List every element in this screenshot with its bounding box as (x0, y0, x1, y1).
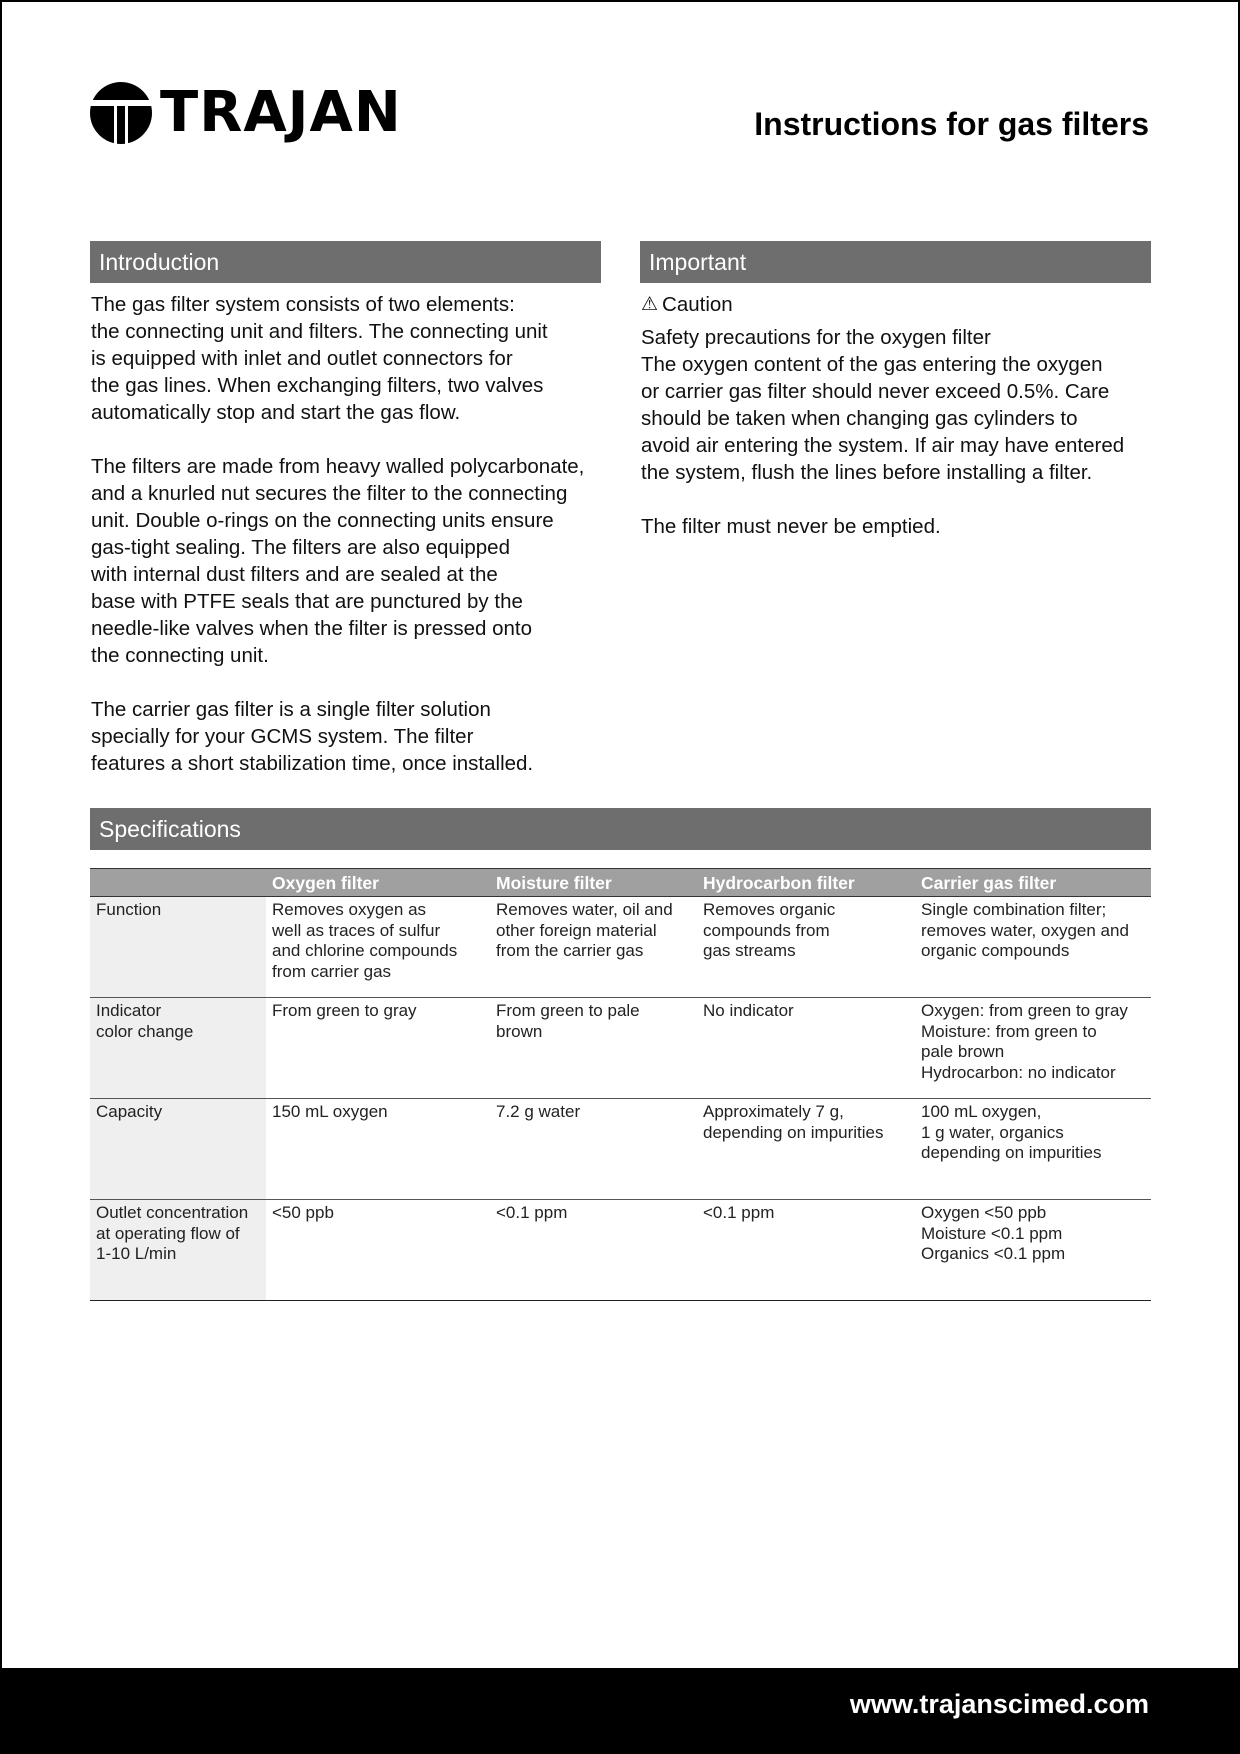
column-header: Carrier gas filter (915, 869, 1151, 897)
table-cell: Approximately 7 g, depending on impurities (697, 1099, 915, 1200)
important-paragraph: The oxygen content of the gas entering the oxygen or carrier gas filter should never exceed 0.5%. Care should be taken when changing gas cylinders to avoid air entering the system. If air may have entered the system, flush the lines before installing a filter. (641, 353, 1125, 484)
page (2, 2, 1238, 1752)
safety-subheading: Safety precautions for the oxygen filter (641, 326, 991, 349)
specifications-table (90, 868, 1151, 1301)
intro-paragraph: The gas filter system consists of two elements: the connecting unit and filters. The connecting unit is equipped with inlet and outlet connectors for the gas lines. When exchanging filters, two valves automatically stop and start the gas flow. (91, 293, 548, 424)
important-paragraph: The filter must never be emptied. (641, 515, 941, 538)
row-label: Capacity (90, 1099, 266, 1200)
table-header-row (90, 869, 1151, 897)
trajan-logo (90, 82, 402, 144)
table-cell: 150 mL oxygen (266, 1099, 490, 1200)
column-header: Hydrocarbon filter (697, 869, 915, 897)
table-cell: Removes water, oil and other foreign material from the carrier gas (490, 897, 697, 998)
table-cell: From green to pale brown (490, 998, 697, 1099)
table-row (90, 1099, 1151, 1200)
table-cell: 100 mL oxygen, 1 g water, organics depending on impurities (915, 1099, 1151, 1200)
logo-wordmark: TRAJAN (160, 80, 402, 145)
row-label: Outlet concentration at operating flow of 1-10 L/min (90, 1200, 266, 1301)
website-link[interactable]: www.trajanscimed.com (849, 1689, 1149, 1719)
row-label: Indicator color change (90, 998, 266, 1099)
table-cell: Oxygen: from green to gray Moisture: from green to pale brown Hydrocarbon: no indicator (915, 998, 1151, 1099)
table-cell: <0.1 ppm (697, 1200, 915, 1301)
table-cell: From green to gray (266, 998, 490, 1099)
table-cell: 7.2 g water (490, 1099, 697, 1200)
introduction-body (91, 291, 631, 804)
warning-triangle-icon: ⚠ (641, 294, 659, 315)
intro-paragraph: The carrier gas filter is a single filter solution specially for your GCMS system. The filter features a short stabilization time, once installed. (91, 698, 534, 775)
row-label: Function (90, 897, 266, 998)
column-header: Oxygen filter (266, 869, 490, 897)
table-row (90, 998, 1151, 1099)
intro-paragraph: The filters are made from heavy walled polycarbonate, and a knurled nut secures the filter to the connecting unit. Double o-rings on the connecting units ensure gas-tight sealing. The filters are also equipped with internal dust filters and are sealed at the base with PTFE seals that are punctured by the needle-like valves when the filter is pressed onto the connecting unit. (91, 455, 585, 667)
table-cell: Single combination filter; removes water, oxygen and organic compounds (915, 897, 1151, 998)
document-title: Instructions for gas filters (754, 106, 1149, 142)
table-cell: <50 ppb (266, 1200, 490, 1301)
important-heading: Important (640, 241, 1151, 283)
introduction-heading: Introduction (90, 241, 601, 283)
specifications-heading: Specifications (90, 808, 1151, 850)
column-header: Moisture filter (490, 869, 697, 897)
table-cell: Oxygen <50 ppb Moisture <0.1 ppm Organics <0.1 ppm (915, 1200, 1151, 1301)
table-cell: Removes oxygen as well as traces of sulfur and chlorine compounds from carrier gas (266, 897, 490, 998)
table-cell: No indicator (697, 998, 915, 1099)
table-row (90, 1200, 1151, 1301)
table-row (90, 897, 1151, 998)
column-header (90, 869, 266, 897)
caution-label-row (641, 291, 1161, 318)
footer-bar (2, 1668, 1238, 1752)
caution-label: Caution (662, 293, 733, 316)
trajan-t-circle-icon (90, 82, 152, 144)
important-body (641, 291, 1161, 567)
table-cell: Removes organic compounds from gas streams (697, 897, 915, 998)
table-cell: <0.1 ppm (490, 1200, 697, 1301)
